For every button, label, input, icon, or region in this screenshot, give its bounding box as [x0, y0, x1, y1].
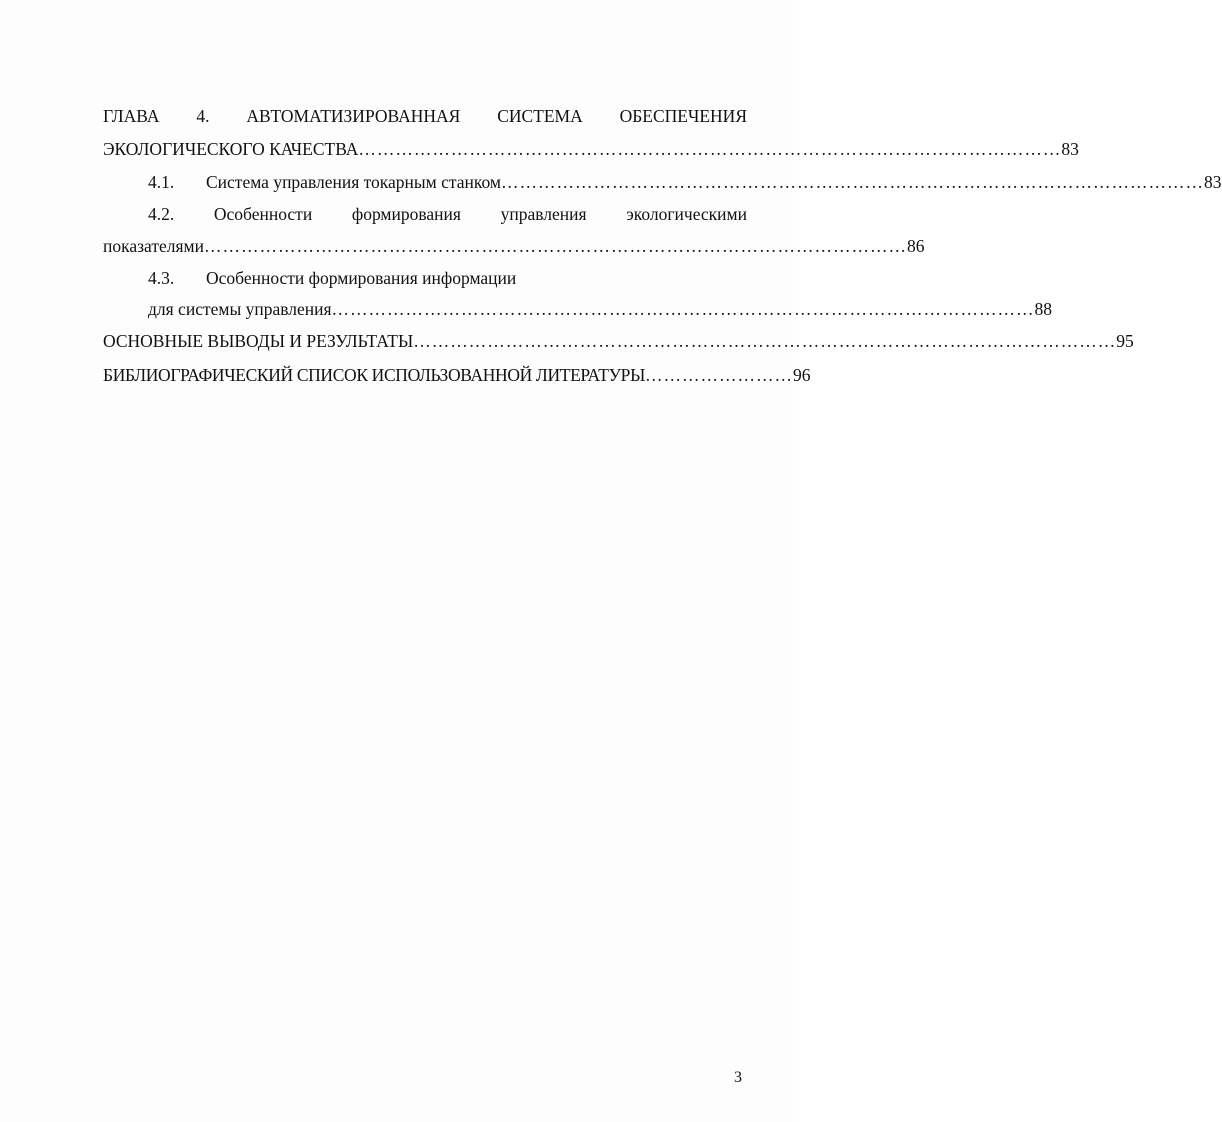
toc-section-4-3-line-1: [148, 267, 747, 289]
toc-section-4-2-number: 4.2.: [148, 204, 175, 224]
toc-chapter-4-word: ГЛАВА: [103, 106, 160, 126]
toc-section-4-1-number: 4.1.: [148, 172, 175, 192]
toc-section-4-2-text: показателями: [103, 236, 204, 256]
toc-chapter-4-word: ОБЕСПЕЧЕНИЯ: [619, 106, 747, 126]
toc-conclusions: [103, 330, 1134, 352]
toc-leader-dots: ……………………………………………………………………………………………………: [501, 172, 1204, 192]
toc-chapter-4-text: ЭКОЛОГИЧЕСКОГО КАЧЕСТВА: [103, 139, 359, 159]
toc-section-4-3-text: Особенности формирования информации: [206, 268, 517, 288]
toc-chapter-4-word: СИСТЕМА: [497, 106, 583, 126]
toc-section-4-2-line-2: [103, 235, 925, 257]
toc-section-4-2-word: формирования: [351, 204, 461, 224]
toc-chapter-4-word: 4.: [196, 106, 210, 126]
toc-chapter-4-word: АВТОМАТИЗИРОВАННАЯ: [246, 106, 461, 126]
toc-section-4-2-line-1: [148, 203, 747, 225]
toc-chapter-4-title-line-1: [103, 105, 747, 127]
toc-leader-dots: ……………………………………………………………………………………………………: [203, 236, 907, 256]
toc-section-4-2-word: управления: [500, 204, 587, 224]
toc-leader-dots: ……………………: [644, 365, 793, 385]
toc-section-4-1-text: Система управления токарным станком: [206, 172, 501, 192]
toc-section-4-2-word: Особенности: [213, 204, 313, 224]
toc-section-4-2-page: 86: [906, 236, 925, 256]
toc-section-4-1-page: 83: [1204, 172, 1222, 192]
toc-conclusions-page: 95: [1116, 331, 1134, 351]
toc-bibliography-page: 96: [792, 365, 811, 385]
toc-section-4-2-word: экологическими: [626, 204, 747, 224]
page-number: 3: [734, 1069, 742, 1086]
toc-chapter-4-page: 83: [1061, 139, 1079, 159]
toc-section-4-3-text-cont: для системы управления: [148, 299, 332, 319]
toc-bibliography-text: БИБЛИОГРАФИЧЕСКИЙ СПИСОК ИСПОЛЬЗОВАННОЙ ЛИТЕРАТУРЫ: [103, 365, 645, 385]
toc-conclusions-text: ОСНОВНЫЕ ВЫВОДЫ И РЕЗУЛЬТАТЫ: [103, 331, 414, 351]
toc-leader-dots: ……………………………………………………………………………………………………: [358, 139, 1062, 159]
toc-bibliography: [103, 364, 811, 386]
toc-chapter-4-title-line-2: [103, 138, 1079, 160]
toc-section-4-1: [148, 171, 1222, 193]
toc-leader-dots: ……………………………………………………………………………………………………: [413, 331, 1117, 351]
toc-section-4-3-page: 88: [1034, 299, 1053, 319]
toc-section-4-3-number: 4.3.: [148, 268, 175, 288]
toc-leader-dots: ……………………………………………………………………………………………………: [331, 299, 1035, 319]
toc-section-4-3-line-2: [148, 298, 1053, 320]
